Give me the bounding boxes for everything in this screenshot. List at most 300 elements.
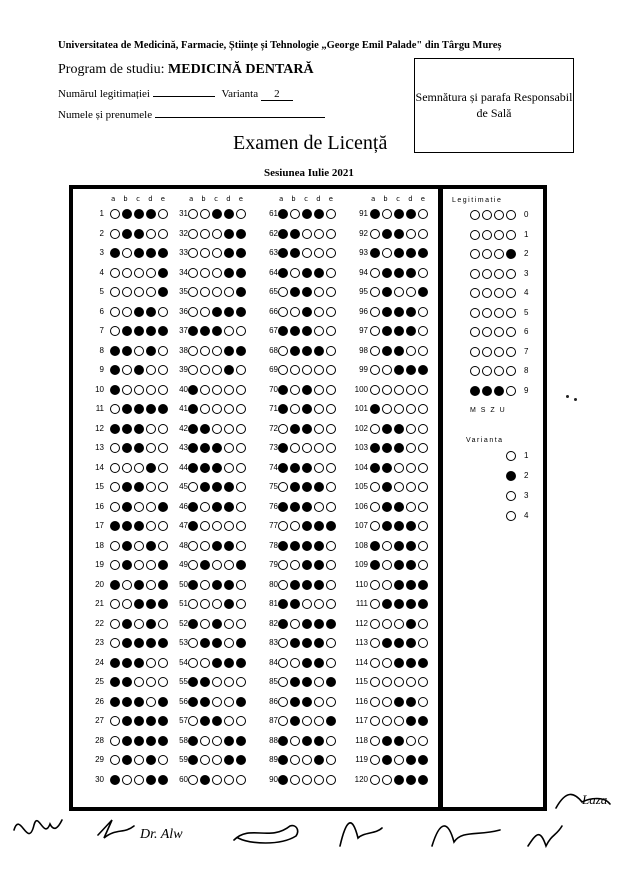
- answer-bubble-d[interactable]: [314, 443, 324, 453]
- answer-bubble-d[interactable]: [406, 482, 416, 492]
- answer-bubble-c[interactable]: [212, 580, 222, 590]
- answer-bubble-b[interactable]: [200, 229, 210, 239]
- answer-bubble-a[interactable]: [370, 463, 380, 473]
- answer-bubble-d[interactable]: [406, 229, 416, 239]
- answer-bubble-d[interactable]: [406, 560, 416, 570]
- answer-bubble-b[interactable]: [122, 599, 132, 609]
- answer-bubble-a[interactable]: [278, 638, 288, 648]
- answer-bubble-d[interactable]: [406, 209, 416, 219]
- answer-bubble-c[interactable]: [212, 619, 222, 629]
- answer-bubble-c[interactable]: [134, 736, 144, 746]
- answer-bubble-b[interactable]: [290, 736, 300, 746]
- answer-bubble-e[interactable]: [326, 638, 336, 648]
- id-digit-bubble[interactable]: [470, 249, 480, 259]
- answer-bubble-c[interactable]: [134, 326, 144, 336]
- answer-bubble-a[interactable]: [110, 560, 120, 570]
- answer-bubble-c[interactable]: [394, 716, 404, 726]
- answer-bubble-b[interactable]: [290, 443, 300, 453]
- answer-bubble-a[interactable]: [278, 463, 288, 473]
- answer-bubble-a[interactable]: [278, 599, 288, 609]
- answer-bubble-d[interactable]: [314, 755, 324, 765]
- answer-bubble-a[interactable]: [188, 209, 198, 219]
- answer-bubble-b[interactable]: [290, 463, 300, 473]
- answer-bubble-b[interactable]: [122, 482, 132, 492]
- answer-bubble-c[interactable]: [394, 560, 404, 570]
- answer-bubble-e[interactable]: [236, 365, 246, 375]
- answer-bubble-c[interactable]: [134, 424, 144, 434]
- answer-bubble-a[interactable]: [188, 268, 198, 278]
- answer-bubble-a[interactable]: [278, 268, 288, 278]
- answer-bubble-a[interactable]: [370, 287, 380, 297]
- answer-bubble-a[interactable]: [278, 307, 288, 317]
- answer-bubble-b[interactable]: [290, 580, 300, 590]
- answer-bubble-d[interactable]: [406, 463, 416, 473]
- answer-bubble-e[interactable]: [236, 736, 246, 746]
- answer-bubble-e[interactable]: [326, 424, 336, 434]
- answer-bubble-b[interactable]: [122, 502, 132, 512]
- answer-bubble-a[interactable]: [188, 677, 198, 687]
- answer-bubble-a[interactable]: [278, 697, 288, 707]
- answer-bubble-d[interactable]: [146, 755, 156, 765]
- answer-bubble-b[interactable]: [382, 755, 392, 765]
- answer-bubble-e[interactable]: [418, 658, 428, 668]
- answer-bubble-a[interactable]: [370, 521, 380, 531]
- answer-bubble-c[interactable]: [212, 209, 222, 219]
- answer-bubble-a[interactable]: [370, 443, 380, 453]
- answer-bubble-d[interactable]: [224, 385, 234, 395]
- answer-bubble-b[interactable]: [382, 424, 392, 434]
- answer-bubble-b[interactable]: [290, 229, 300, 239]
- answer-bubble-d[interactable]: [314, 404, 324, 414]
- answer-bubble-c[interactable]: [394, 307, 404, 317]
- answer-bubble-e[interactable]: [326, 307, 336, 317]
- answer-bubble-e[interactable]: [326, 346, 336, 356]
- answer-bubble-d[interactable]: [146, 482, 156, 492]
- answer-bubble-b[interactable]: [382, 307, 392, 317]
- answer-bubble-c[interactable]: [212, 307, 222, 317]
- id-digit-bubble[interactable]: [482, 327, 492, 337]
- answer-bubble-e[interactable]: [418, 736, 428, 746]
- answer-bubble-d[interactable]: [406, 443, 416, 453]
- answer-bubble-a[interactable]: [188, 502, 198, 512]
- answer-bubble-b[interactable]: [122, 697, 132, 707]
- varianta-bubble[interactable]: [506, 491, 516, 501]
- answer-bubble-d[interactable]: [406, 697, 416, 707]
- answer-bubble-b[interactable]: [290, 677, 300, 687]
- answer-bubble-b[interactable]: [122, 229, 132, 239]
- answer-bubble-e[interactable]: [236, 677, 246, 687]
- answer-bubble-c[interactable]: [212, 677, 222, 687]
- name-field[interactable]: [155, 117, 325, 118]
- answer-bubble-c[interactable]: [134, 482, 144, 492]
- answer-bubble-a[interactable]: [278, 346, 288, 356]
- answer-bubble-a[interactable]: [370, 229, 380, 239]
- answer-bubble-c[interactable]: [394, 502, 404, 512]
- answer-bubble-a[interactable]: [370, 755, 380, 765]
- answer-bubble-b[interactable]: [200, 677, 210, 687]
- answer-bubble-a[interactable]: [110, 268, 120, 278]
- answer-bubble-b[interactable]: [290, 599, 300, 609]
- answer-bubble-e[interactable]: [236, 326, 246, 336]
- answer-bubble-c[interactable]: [394, 658, 404, 668]
- answer-bubble-c[interactable]: [302, 677, 312, 687]
- answer-bubble-e[interactable]: [326, 482, 336, 492]
- answer-bubble-a[interactable]: [188, 697, 198, 707]
- answer-bubble-d[interactable]: [146, 463, 156, 473]
- answer-bubble-d[interactable]: [146, 560, 156, 570]
- answer-bubble-c[interactable]: [302, 521, 312, 531]
- answer-bubble-a[interactable]: [370, 599, 380, 609]
- answer-bubble-d[interactable]: [406, 268, 416, 278]
- answer-bubble-b[interactable]: [382, 580, 392, 590]
- answer-bubble-e[interactable]: [418, 697, 428, 707]
- answer-bubble-a[interactable]: [278, 502, 288, 512]
- answer-bubble-e[interactable]: [418, 560, 428, 570]
- answer-bubble-c[interactable]: [212, 658, 222, 668]
- answer-bubble-c[interactable]: [302, 365, 312, 375]
- answer-bubble-e[interactable]: [236, 599, 246, 609]
- answer-bubble-b[interactable]: [200, 716, 210, 726]
- answer-bubble-c[interactable]: [134, 404, 144, 414]
- answer-bubble-c[interactable]: [134, 268, 144, 278]
- answer-bubble-a[interactable]: [110, 716, 120, 726]
- answer-bubble-e[interactable]: [236, 716, 246, 726]
- answer-bubble-a[interactable]: [370, 502, 380, 512]
- answer-bubble-c[interactable]: [394, 248, 404, 258]
- answer-bubble-b[interactable]: [200, 248, 210, 258]
- answer-bubble-e[interactable]: [326, 404, 336, 414]
- answer-bubble-d[interactable]: [406, 404, 416, 414]
- answer-bubble-b[interactable]: [382, 326, 392, 336]
- answer-bubble-e[interactable]: [418, 443, 428, 453]
- answer-bubble-c[interactable]: [212, 599, 222, 609]
- answer-bubble-c[interactable]: [212, 521, 222, 531]
- answer-bubble-e[interactable]: [326, 502, 336, 512]
- answer-bubble-a[interactable]: [370, 482, 380, 492]
- answer-bubble-b[interactable]: [200, 580, 210, 590]
- answer-bubble-d[interactable]: [314, 658, 324, 668]
- answer-bubble-e[interactable]: [236, 248, 246, 258]
- answer-bubble-c[interactable]: [394, 346, 404, 356]
- answer-bubble-b[interactable]: [290, 326, 300, 336]
- answer-bubble-a[interactable]: [110, 287, 120, 297]
- answer-bubble-a[interactable]: [110, 443, 120, 453]
- id-digit-bubble[interactable]: [470, 386, 480, 396]
- answer-bubble-c[interactable]: [212, 755, 222, 765]
- answer-bubble-c[interactable]: [302, 658, 312, 668]
- answer-bubble-e[interactable]: [236, 502, 246, 512]
- answer-bubble-a[interactable]: [278, 404, 288, 414]
- answer-bubble-a[interactable]: [110, 736, 120, 746]
- answer-bubble-a[interactable]: [370, 346, 380, 356]
- answer-bubble-b[interactable]: [382, 697, 392, 707]
- answer-bubble-b[interactable]: [122, 365, 132, 375]
- answer-bubble-d[interactable]: [314, 287, 324, 297]
- answer-bubble-a[interactable]: [188, 287, 198, 297]
- answer-bubble-d[interactable]: [406, 619, 416, 629]
- answer-bubble-d[interactable]: [406, 541, 416, 551]
- answer-bubble-d[interactable]: [314, 541, 324, 551]
- answer-bubble-a[interactable]: [370, 248, 380, 258]
- answer-bubble-b[interactable]: [200, 599, 210, 609]
- id-digit-bubble[interactable]: [482, 210, 492, 220]
- answer-bubble-d[interactable]: [146, 385, 156, 395]
- answer-bubble-e[interactable]: [418, 638, 428, 648]
- answer-bubble-d[interactable]: [146, 443, 156, 453]
- answer-bubble-c[interactable]: [394, 580, 404, 590]
- answer-bubble-c[interactable]: [394, 404, 404, 414]
- answer-bubble-c[interactable]: [212, 502, 222, 512]
- answer-bubble-a[interactable]: [188, 580, 198, 590]
- answer-bubble-e[interactable]: [236, 287, 246, 297]
- answer-bubble-e[interactable]: [418, 248, 428, 258]
- answer-bubble-d[interactable]: [224, 502, 234, 512]
- answer-bubble-a[interactable]: [278, 619, 288, 629]
- answer-bubble-a[interactable]: [278, 482, 288, 492]
- answer-bubble-a[interactable]: [370, 560, 380, 570]
- answer-bubble-a[interactable]: [278, 716, 288, 726]
- answer-bubble-e[interactable]: [418, 326, 428, 336]
- answer-bubble-e[interactable]: [326, 697, 336, 707]
- answer-bubble-c[interactable]: [302, 638, 312, 648]
- answer-bubble-c[interactable]: [394, 482, 404, 492]
- answer-bubble-b[interactable]: [200, 541, 210, 551]
- answer-bubble-d[interactable]: [314, 716, 324, 726]
- answer-bubble-e[interactable]: [326, 755, 336, 765]
- id-digit-bubble[interactable]: [506, 249, 516, 259]
- answer-bubble-d[interactable]: [406, 638, 416, 648]
- answer-bubble-a[interactable]: [278, 365, 288, 375]
- answer-bubble-a[interactable]: [188, 599, 198, 609]
- answer-bubble-c[interactable]: [134, 599, 144, 609]
- answer-bubble-d[interactable]: [314, 209, 324, 219]
- answer-bubble-d[interactable]: [224, 463, 234, 473]
- answer-bubble-a[interactable]: [370, 307, 380, 317]
- answer-bubble-c[interactable]: [212, 736, 222, 746]
- answer-bubble-a[interactable]: [370, 209, 380, 219]
- answer-bubble-c[interactable]: [302, 346, 312, 356]
- answer-bubble-c[interactable]: [134, 209, 144, 219]
- answer-bubble-a[interactable]: [278, 424, 288, 434]
- answer-bubble-d[interactable]: [224, 209, 234, 219]
- id-digit-bubble[interactable]: [494, 269, 504, 279]
- answer-bubble-a[interactable]: [188, 619, 198, 629]
- answer-bubble-c[interactable]: [212, 716, 222, 726]
- answer-bubble-a[interactable]: [110, 482, 120, 492]
- answer-bubble-b[interactable]: [382, 521, 392, 531]
- answer-bubble-c[interactable]: [212, 346, 222, 356]
- answer-bubble-d[interactable]: [146, 716, 156, 726]
- answer-bubble-b[interactable]: [200, 463, 210, 473]
- answer-bubble-d[interactable]: [406, 346, 416, 356]
- answer-bubble-c[interactable]: [394, 755, 404, 765]
- answer-bubble-e[interactable]: [418, 268, 428, 278]
- answer-bubble-b[interactable]: [122, 521, 132, 531]
- answer-bubble-b[interactable]: [200, 697, 210, 707]
- answer-bubble-d[interactable]: [146, 658, 156, 668]
- answer-bubble-d[interactable]: [146, 365, 156, 375]
- answer-bubble-b[interactable]: [290, 404, 300, 414]
- answer-bubble-d[interactable]: [314, 365, 324, 375]
- answer-bubble-e[interactable]: [236, 658, 246, 668]
- answer-bubble-a[interactable]: [110, 638, 120, 648]
- answer-bubble-d[interactable]: [314, 697, 324, 707]
- answer-bubble-a[interactable]: [188, 658, 198, 668]
- answer-bubble-b[interactable]: [122, 638, 132, 648]
- answer-bubble-c[interactable]: [212, 365, 222, 375]
- answer-bubble-a[interactable]: [188, 346, 198, 356]
- answer-bubble-b[interactable]: [290, 365, 300, 375]
- answer-bubble-b[interactable]: [122, 463, 132, 473]
- answer-bubble-b[interactable]: [200, 638, 210, 648]
- answer-bubble-c[interactable]: [302, 541, 312, 551]
- answer-bubble-a[interactable]: [110, 365, 120, 375]
- answer-bubble-e[interactable]: [326, 268, 336, 278]
- answer-bubble-a[interactable]: [188, 229, 198, 239]
- answer-bubble-b[interactable]: [200, 755, 210, 765]
- answer-bubble-e[interactable]: [236, 463, 246, 473]
- answer-bubble-d[interactable]: [406, 287, 416, 297]
- answer-bubble-a[interactable]: [110, 424, 120, 434]
- answer-bubble-c[interactable]: [394, 424, 404, 434]
- id-digit-bubble[interactable]: [482, 230, 492, 240]
- answer-bubble-c[interactable]: [394, 599, 404, 609]
- answer-bubble-e[interactable]: [418, 716, 428, 726]
- answer-bubble-d[interactable]: [406, 307, 416, 317]
- answer-bubble-c[interactable]: [302, 287, 312, 297]
- answer-bubble-b[interactable]: [382, 502, 392, 512]
- answer-bubble-d[interactable]: [406, 658, 416, 668]
- answer-bubble-c[interactable]: [394, 463, 404, 473]
- answer-bubble-a[interactable]: [110, 697, 120, 707]
- answer-bubble-e[interactable]: [326, 560, 336, 570]
- id-digit-bubble[interactable]: [470, 210, 480, 220]
- answer-bubble-d[interactable]: [146, 229, 156, 239]
- answer-bubble-c[interactable]: [212, 463, 222, 473]
- answer-bubble-c[interactable]: [302, 385, 312, 395]
- id-digit-bubble[interactable]: [494, 230, 504, 240]
- answer-bubble-c[interactable]: [394, 268, 404, 278]
- answer-bubble-c[interactable]: [394, 443, 404, 453]
- answer-bubble-d[interactable]: [224, 346, 234, 356]
- answer-bubble-a[interactable]: [188, 541, 198, 551]
- answer-bubble-b[interactable]: [290, 287, 300, 297]
- answer-bubble-b[interactable]: [290, 268, 300, 278]
- answer-bubble-c[interactable]: [212, 385, 222, 395]
- answer-bubble-c[interactable]: [302, 755, 312, 765]
- answer-bubble-a[interactable]: [278, 755, 288, 765]
- answer-bubble-e[interactable]: [418, 307, 428, 317]
- answer-bubble-d[interactable]: [146, 580, 156, 590]
- answer-bubble-d[interactable]: [224, 248, 234, 258]
- answer-bubble-d[interactable]: [314, 463, 324, 473]
- answer-bubble-b[interactable]: [382, 619, 392, 629]
- id-digit-bubble[interactable]: [470, 308, 480, 318]
- answer-bubble-b[interactable]: [382, 463, 392, 473]
- answer-bubble-c[interactable]: [134, 385, 144, 395]
- answer-bubble-b[interactable]: [382, 268, 392, 278]
- answer-bubble-d[interactable]: [314, 268, 324, 278]
- answer-bubble-a[interactable]: [278, 580, 288, 590]
- answer-bubble-c[interactable]: [394, 677, 404, 687]
- answer-bubble-e[interactable]: [326, 209, 336, 219]
- answer-bubble-b[interactable]: [290, 385, 300, 395]
- answer-bubble-d[interactable]: [314, 677, 324, 687]
- answer-bubble-d[interactable]: [146, 521, 156, 531]
- answer-bubble-d[interactable]: [406, 716, 416, 726]
- answer-bubble-d[interactable]: [146, 209, 156, 219]
- answer-bubble-a[interactable]: [370, 697, 380, 707]
- answer-bubble-e[interactable]: [418, 521, 428, 531]
- answer-bubble-e[interactable]: [326, 385, 336, 395]
- answer-bubble-b[interactable]: [122, 307, 132, 317]
- answer-bubble-e[interactable]: [418, 365, 428, 375]
- answer-bubble-d[interactable]: [224, 365, 234, 375]
- answer-bubble-c[interactable]: [212, 229, 222, 239]
- answer-bubble-a[interactable]: [110, 229, 120, 239]
- answer-bubble-a[interactable]: [110, 463, 120, 473]
- answer-bubble-b[interactable]: [382, 346, 392, 356]
- answer-bubble-a[interactable]: [110, 658, 120, 668]
- id-digit-bubble[interactable]: [494, 347, 504, 357]
- answer-bubble-d[interactable]: [406, 599, 416, 609]
- answer-bubble-d[interactable]: [146, 736, 156, 746]
- answer-bubble-a[interactable]: [188, 482, 198, 492]
- answer-bubble-d[interactable]: [314, 521, 324, 531]
- answer-bubble-c[interactable]: [212, 697, 222, 707]
- answer-bubble-d[interactable]: [314, 619, 324, 629]
- answer-bubble-d[interactable]: [224, 638, 234, 648]
- answer-bubble-b[interactable]: [290, 502, 300, 512]
- answer-bubble-e[interactable]: [236, 346, 246, 356]
- answer-bubble-b[interactable]: [122, 268, 132, 278]
- answer-bubble-e[interactable]: [236, 638, 246, 648]
- answer-bubble-e[interactable]: [418, 346, 428, 356]
- answer-bubble-d[interactable]: [314, 580, 324, 590]
- answer-bubble-b[interactable]: [122, 580, 132, 590]
- answer-bubble-c[interactable]: [302, 697, 312, 707]
- answer-bubble-e[interactable]: [326, 229, 336, 239]
- answer-bubble-c[interactable]: [394, 619, 404, 629]
- answer-bubble-a[interactable]: [370, 365, 380, 375]
- answer-bubble-d[interactable]: [146, 307, 156, 317]
- answer-bubble-c[interactable]: [134, 716, 144, 726]
- answer-bubble-e[interactable]: [326, 677, 336, 687]
- answer-bubble-c[interactable]: [134, 307, 144, 317]
- varianta-bubble[interactable]: [506, 451, 516, 461]
- answer-bubble-c[interactable]: [302, 326, 312, 336]
- answer-bubble-a[interactable]: [188, 248, 198, 258]
- answer-bubble-a[interactable]: [110, 307, 120, 317]
- answer-bubble-d[interactable]: [146, 424, 156, 434]
- answer-bubble-e[interactable]: [236, 521, 246, 531]
- answer-bubble-b[interactable]: [382, 482, 392, 492]
- id-digit-bubble[interactable]: [506, 386, 516, 396]
- answer-bubble-c[interactable]: [302, 463, 312, 473]
- id-digit-bubble[interactable]: [482, 308, 492, 318]
- answer-bubble-e[interactable]: [236, 268, 246, 278]
- id-digit-bubble[interactable]: [506, 210, 516, 220]
- answer-bubble-c[interactable]: [302, 599, 312, 609]
- answer-bubble-d[interactable]: [146, 326, 156, 336]
- answer-bubble-e[interactable]: [236, 209, 246, 219]
- answer-bubble-b[interactable]: [290, 307, 300, 317]
- answer-bubble-b[interactable]: [382, 287, 392, 297]
- answer-bubble-d[interactable]: [314, 326, 324, 336]
- answer-bubble-d[interactable]: [224, 326, 234, 336]
- answer-bubble-b[interactable]: [122, 619, 132, 629]
- answer-bubble-d[interactable]: [406, 736, 416, 746]
